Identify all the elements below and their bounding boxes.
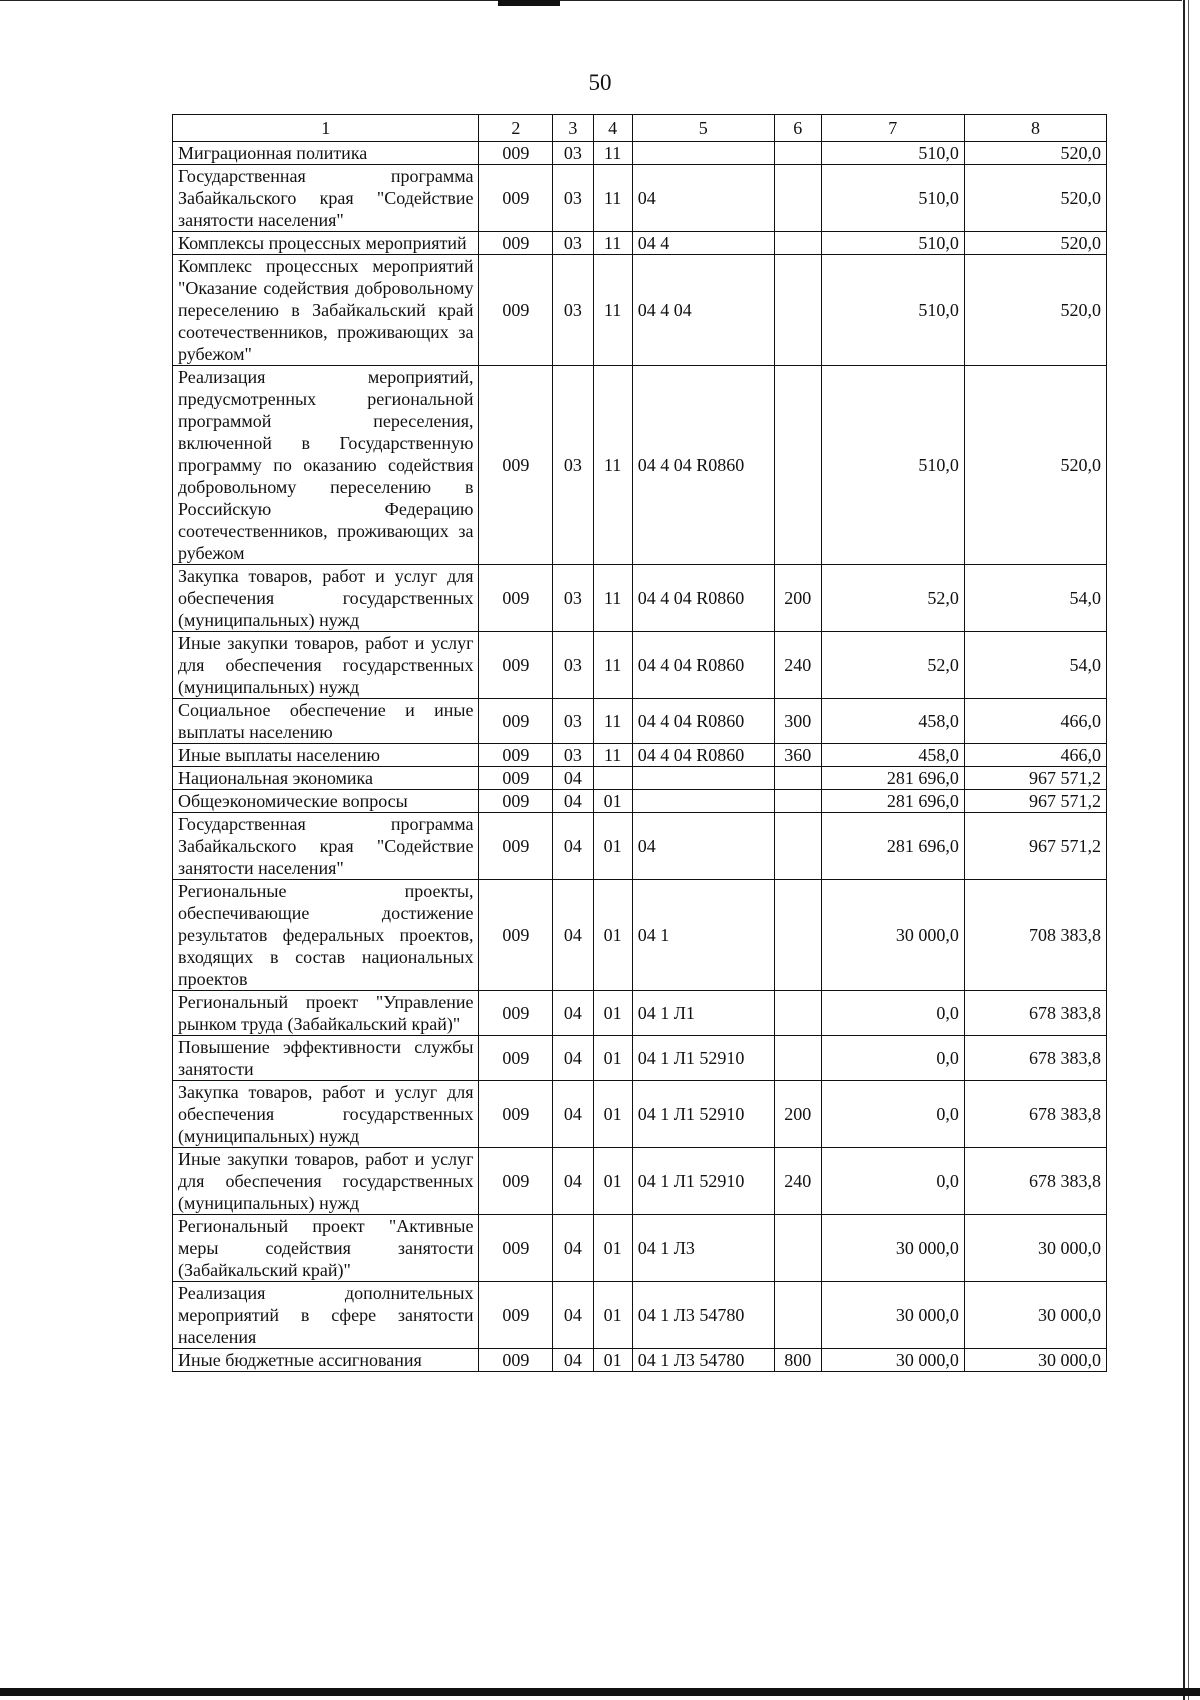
section-code-cell: 04: [553, 1148, 593, 1215]
target-article-cell: 04: [632, 165, 774, 232]
header-cell: 4: [593, 115, 632, 142]
subsection-code-cell: 01: [593, 991, 632, 1036]
admin-code-cell: 009: [479, 744, 553, 767]
expense-type-cell: 800: [774, 1349, 821, 1372]
target-article-cell: 04 4 04 R0860: [632, 565, 774, 632]
amount-year2-cell: 678 383,8: [964, 991, 1106, 1036]
row-name-cell: Региональные проекты, обеспечивающие достижение результатов федеральных проектов, входящих в состав национальных проектов: [173, 880, 479, 991]
section-code-cell: 04: [553, 880, 593, 991]
amount-year1-cell: 30 000,0: [821, 880, 964, 991]
amount-year2-cell: 520,0: [964, 165, 1106, 232]
target-article-cell: 04 4 04: [632, 255, 774, 366]
admin-code-cell: 009: [479, 813, 553, 880]
header-cell: 1: [173, 115, 479, 142]
admin-code-cell: 009: [479, 366, 553, 565]
amount-year2-cell: 30 000,0: [964, 1215, 1106, 1282]
row-name-cell: Иные выплаты населению: [173, 744, 479, 767]
expense-type-cell: 300: [774, 699, 821, 744]
scan-bottom-edge: [0, 1688, 1200, 1696]
subsection-code-cell: 11: [593, 142, 632, 165]
header-cell: 3: [553, 115, 593, 142]
row-name-cell: Общеэкономические вопросы: [173, 790, 479, 813]
table-header-row: [173, 115, 1107, 142]
section-code-cell: 04: [553, 991, 593, 1036]
amount-year2-cell: 466,0: [964, 744, 1106, 767]
table-row: [173, 813, 1107, 880]
admin-code-cell: 009: [479, 1282, 553, 1349]
amount-year1-cell: 458,0: [821, 744, 964, 767]
table-row: [173, 142, 1107, 165]
target-article-cell: 04 1 Л1 52910: [632, 1148, 774, 1215]
table-row: [173, 1349, 1107, 1372]
table-row: [173, 1148, 1107, 1215]
admin-code-cell: 009: [479, 165, 553, 232]
row-name-cell: Национальная экономика: [173, 767, 479, 790]
amount-year2-cell: 967 571,2: [964, 813, 1106, 880]
target-article-cell: 04 4 04 R0860: [632, 632, 774, 699]
table-row: [173, 1282, 1107, 1349]
table-row: [173, 1081, 1107, 1148]
amount-year2-cell: 678 383,8: [964, 1036, 1106, 1081]
amount-year1-cell: 458,0: [821, 699, 964, 744]
expense-type-cell: [774, 232, 821, 255]
section-code-cell: 04: [553, 1282, 593, 1349]
row-name-cell: Повышение эффективности службы занятости: [173, 1036, 479, 1081]
section-code-cell: 04: [553, 790, 593, 813]
target-article-cell: 04 4 04 R0860: [632, 366, 774, 565]
row-name-cell: Реализация дополнительных мероприятий в сфере занятости населения: [173, 1282, 479, 1349]
target-article-cell: 04 1 Л1 52910: [632, 1081, 774, 1148]
subsection-code-cell: 01: [593, 1215, 632, 1282]
scan-right-edge: [1183, 0, 1185, 1700]
amount-year2-cell: 54,0: [964, 632, 1106, 699]
subsection-code-cell: 11: [593, 744, 632, 767]
table-row: [173, 699, 1107, 744]
section-code-cell: 03: [553, 632, 593, 699]
expense-type-cell: [774, 1282, 821, 1349]
section-code-cell: 03: [553, 565, 593, 632]
table-row: [173, 255, 1107, 366]
table-row: [173, 232, 1107, 255]
table-row: [173, 790, 1107, 813]
admin-code-cell: 009: [479, 565, 553, 632]
admin-code-cell: 009: [479, 255, 553, 366]
admin-code-cell: 009: [479, 991, 553, 1036]
section-code-cell: 04: [553, 1081, 593, 1148]
amount-year1-cell: 281 696,0: [821, 767, 964, 790]
target-article-cell: 04: [632, 813, 774, 880]
table-row: [173, 767, 1107, 790]
table-row: [173, 744, 1107, 767]
amount-year1-cell: 510,0: [821, 255, 964, 366]
admin-code-cell: 009: [479, 1215, 553, 1282]
admin-code-cell: 009: [479, 767, 553, 790]
subsection-code-cell: 11: [593, 232, 632, 255]
admin-code-cell: 009: [479, 1036, 553, 1081]
row-name-cell: Миграционная политика: [173, 142, 479, 165]
budget-table: [172, 114, 1107, 1372]
amount-year1-cell: 510,0: [821, 142, 964, 165]
expense-type-cell: [774, 165, 821, 232]
page-number: 50: [588, 70, 612, 95]
subsection-code-cell: 01: [593, 880, 632, 991]
amount-year1-cell: 281 696,0: [821, 813, 964, 880]
row-name-cell: Иные бюджетные ассигнования: [173, 1349, 479, 1372]
target-article-cell: [632, 790, 774, 813]
section-code-cell: 03: [553, 366, 593, 565]
row-name-cell: Закупка товаров, работ и услуг для обеспечения государственных (муниципальных) нужд: [173, 565, 479, 632]
scan-mark: [498, 0, 560, 6]
subsection-code-cell: 01: [593, 1036, 632, 1081]
target-article-cell: 04 4 04 R0860: [632, 699, 774, 744]
section-code-cell: 03: [553, 232, 593, 255]
section-code-cell: 04: [553, 1215, 593, 1282]
expense-type-cell: 240: [774, 1148, 821, 1215]
amount-year1-cell: 52,0: [821, 632, 964, 699]
table-row: [173, 991, 1107, 1036]
row-name-cell: Комплекс процессных мероприятий "Оказание содействия добровольному переселению в Забайкальский край соотечественников, проживающих за рубежом": [173, 255, 479, 366]
expense-type-cell: 360: [774, 744, 821, 767]
expense-type-cell: [774, 1215, 821, 1282]
section-code-cell: 03: [553, 699, 593, 744]
admin-code-cell: 009: [479, 699, 553, 744]
row-name-cell: Государственная программа Забайкальского края "Содействие занятости населения": [173, 813, 479, 880]
row-name-cell: Региональный проект "Управление рынком труда (Забайкальский край)": [173, 991, 479, 1036]
admin-code-cell: 009: [479, 142, 553, 165]
section-code-cell: 04: [553, 813, 593, 880]
subsection-code-cell: 11: [593, 255, 632, 366]
target-article-cell: 04 4 04 R0860: [632, 744, 774, 767]
row-name-cell: Социальное обеспечение и иные выплаты населению: [173, 699, 479, 744]
amount-year2-cell: 466,0: [964, 699, 1106, 744]
amount-year1-cell: 0,0: [821, 1081, 964, 1148]
section-code-cell: 04: [553, 1349, 593, 1372]
subsection-code-cell: [593, 767, 632, 790]
subsection-code-cell: 11: [593, 366, 632, 565]
amount-year2-cell: 54,0: [964, 565, 1106, 632]
amount-year1-cell: 0,0: [821, 991, 964, 1036]
target-article-cell: 04 1 Л1 52910: [632, 1036, 774, 1081]
amount-year1-cell: 510,0: [821, 366, 964, 565]
target-article-cell: 04 1 Л3 54780: [632, 1349, 774, 1372]
table-row: [173, 880, 1107, 991]
amount-year1-cell: 30 000,0: [821, 1215, 964, 1282]
expense-type-cell: [774, 1036, 821, 1081]
amount-year2-cell: 520,0: [964, 255, 1106, 366]
row-name-cell: Иные закупки товаров, работ и услуг для обеспечения государственных (муниципальных) нужд: [173, 632, 479, 699]
expense-type-cell: [774, 767, 821, 790]
expense-type-cell: 200: [774, 565, 821, 632]
section-code-cell: 03: [553, 142, 593, 165]
subsection-code-cell: 01: [593, 1081, 632, 1148]
amount-year2-cell: 678 383,8: [964, 1148, 1106, 1215]
expense-type-cell: [774, 142, 821, 165]
expense-type-cell: 240: [774, 632, 821, 699]
amount-year1-cell: 0,0: [821, 1036, 964, 1081]
subsection-code-cell: 01: [593, 1148, 632, 1215]
subsection-code-cell: 11: [593, 565, 632, 632]
subsection-code-cell: 01: [593, 1282, 632, 1349]
row-name-cell: Иные закупки товаров, работ и услуг для обеспечения государственных (муниципальных) нужд: [173, 1148, 479, 1215]
admin-code-cell: 009: [479, 1081, 553, 1148]
amount-year1-cell: 0,0: [821, 1148, 964, 1215]
table-row: [173, 565, 1107, 632]
subsection-code-cell: 01: [593, 813, 632, 880]
expense-type-cell: [774, 991, 821, 1036]
admin-code-cell: 009: [479, 1148, 553, 1215]
amount-year1-cell: 52,0: [821, 565, 964, 632]
table-row: [173, 366, 1107, 565]
table-row: [173, 632, 1107, 699]
scan-right-edge-inner: [1188, 0, 1189, 1700]
row-name-cell: Комплексы процессных мероприятий: [173, 232, 479, 255]
amount-year2-cell: 30 000,0: [964, 1349, 1106, 1372]
section-code-cell: 03: [553, 255, 593, 366]
admin-code-cell: 009: [479, 1349, 553, 1372]
subsection-code-cell: 01: [593, 790, 632, 813]
amount-year1-cell: 510,0: [821, 232, 964, 255]
row-name-cell: Государственная программа Забайкальского края "Содействие занятости населения": [173, 165, 479, 232]
row-name-cell: Региональный проект "Активные меры содействия занятости (Забайкальский край)": [173, 1215, 479, 1282]
amount-year2-cell: 520,0: [964, 366, 1106, 565]
amount-year1-cell: 30 000,0: [821, 1282, 964, 1349]
expense-type-cell: [774, 255, 821, 366]
section-code-cell: 03: [553, 165, 593, 232]
row-name-cell: Реализация мероприятий, предусмотренных региональной программой переселения, включенной в Государственную программу по оказанию содействия добровольному переселению в Российскую Федерацию соотечественников, проживающих за рубежом: [173, 366, 479, 565]
row-name-cell: Закупка товаров, работ и услуг для обеспечения государственных (муниципальных) нужд: [173, 1081, 479, 1148]
table-row: [173, 1215, 1107, 1282]
section-code-cell: 04: [553, 1036, 593, 1081]
expense-type-cell: [774, 790, 821, 813]
target-article-cell: 04 1: [632, 880, 774, 991]
admin-code-cell: 009: [479, 790, 553, 813]
target-article-cell: [632, 142, 774, 165]
amount-year1-cell: 281 696,0: [821, 790, 964, 813]
scan-top-edge: [0, 0, 1182, 4]
subsection-code-cell: 01: [593, 1349, 632, 1372]
expense-type-cell: 200: [774, 1081, 821, 1148]
table-row: [173, 165, 1107, 232]
expense-type-cell: [774, 813, 821, 880]
amount-year1-cell: 510,0: [821, 165, 964, 232]
subsection-code-cell: 11: [593, 165, 632, 232]
target-article-cell: 04 1 Л1: [632, 991, 774, 1036]
header-cell: 6: [774, 115, 821, 142]
target-article-cell: [632, 767, 774, 790]
section-code-cell: 03: [553, 744, 593, 767]
subsection-code-cell: 11: [593, 699, 632, 744]
amount-year2-cell: 520,0: [964, 232, 1106, 255]
expense-type-cell: [774, 366, 821, 565]
subsection-code-cell: 11: [593, 632, 632, 699]
amount-year1-cell: 30 000,0: [821, 1349, 964, 1372]
amount-year2-cell: 967 571,2: [964, 790, 1106, 813]
header-cell: 8: [964, 115, 1106, 142]
target-article-cell: 04 4: [632, 232, 774, 255]
admin-code-cell: 009: [479, 880, 553, 991]
header-cell: 5: [632, 115, 774, 142]
amount-year2-cell: 708 383,8: [964, 880, 1106, 991]
table-row: [173, 1036, 1107, 1081]
target-article-cell: 04 1 Л3 54780: [632, 1282, 774, 1349]
target-article-cell: 04 1 Л3: [632, 1215, 774, 1282]
amount-year2-cell: 520,0: [964, 142, 1106, 165]
header-cell: 7: [821, 115, 964, 142]
amount-year2-cell: 30 000,0: [964, 1282, 1106, 1349]
section-code-cell: 04: [553, 767, 593, 790]
amount-year2-cell: 678 383,8: [964, 1081, 1106, 1148]
admin-code-cell: 009: [479, 632, 553, 699]
header-cell: 2: [479, 115, 553, 142]
amount-year2-cell: 967 571,2: [964, 767, 1106, 790]
admin-code-cell: 009: [479, 232, 553, 255]
expense-type-cell: [774, 880, 821, 991]
